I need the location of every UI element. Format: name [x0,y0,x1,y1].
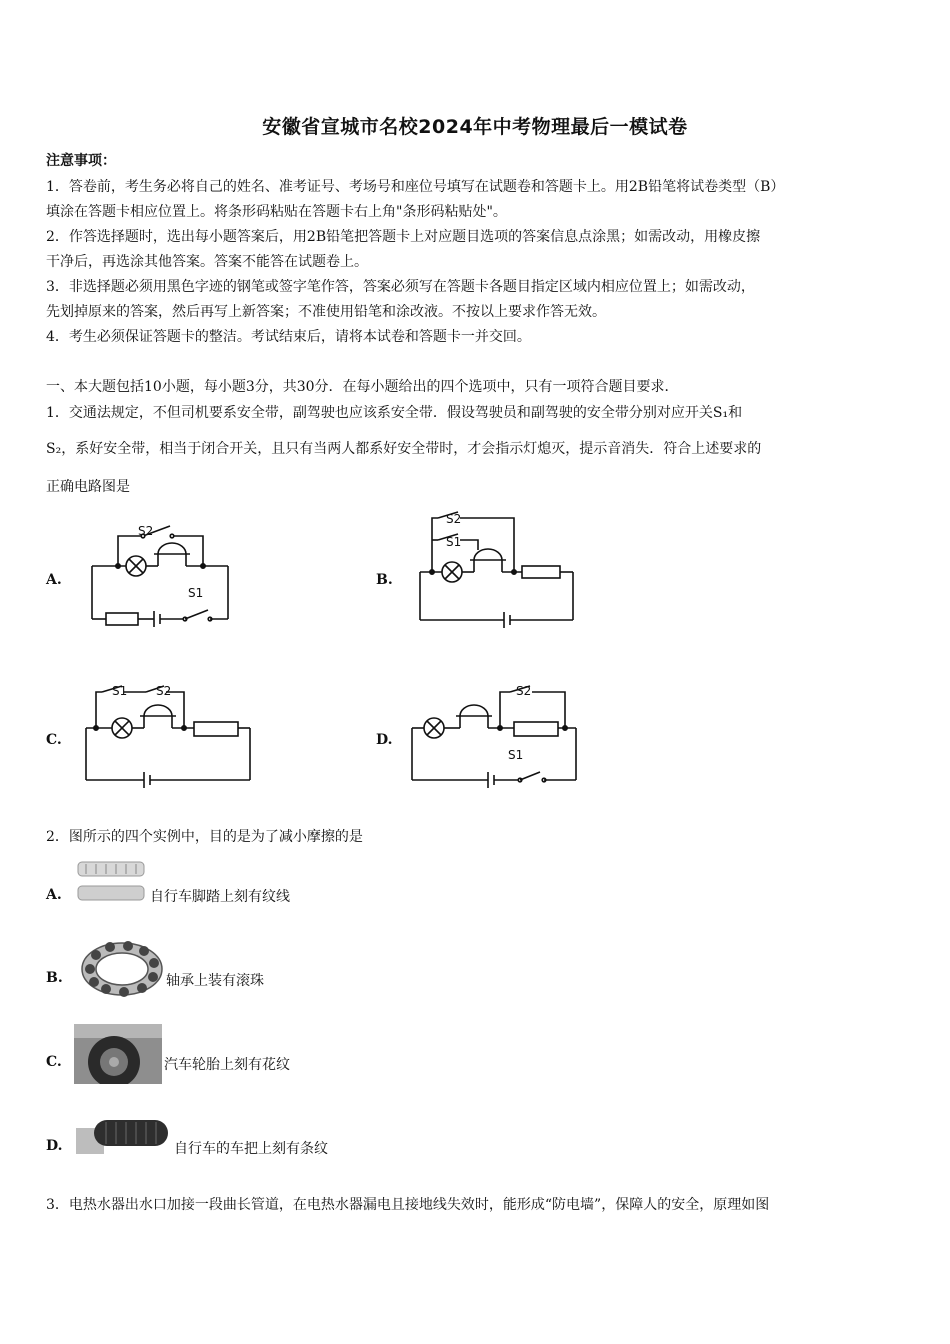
option-label-d: D. [46,1138,63,1154]
option-label-b: B. [376,572,393,588]
option-label-b: B. [46,970,63,986]
switch-label-s2: S2 [156,684,172,698]
notice-line: 4．考生必须保证答题卡的整洁。考试结束后，请将本试卷和答题卡一并交回。 [46,329,531,345]
notice-line: 填涂在答题卡相应位置上。将条形码粘贴在答题卡右上角"条形码粘贴处"。 [46,204,507,220]
circuit-diagram-b [418,510,583,630]
switch-label-s1: S1 [446,535,462,549]
option-label-c: C. [46,732,62,748]
circuit-diagram-d [410,680,580,790]
section-heading: 一、本大题包括10小题，每小题3分，共30分．在每小题给出的四个选项中，只有一项符合题目要求． [46,379,679,395]
question-3-stem: 3．电热水器出水口加接一段曲长管道，在电热水器漏电且接地线失效时，能形成“防电墙”，保障人的安全，原理如图 [46,1197,770,1213]
notice-line: 先划掉原来的答案，然后再写上新答案；不准使用铅笔和涂改液。不按以上要求作答无效。 [46,304,606,320]
notice-line: 2．作答选择题时，选出每小题答案后，用2B铅笔把答题卡上对应题目选项的答案信息点涂黑；如需改动，用橡皮擦 [46,229,761,245]
option-text-a: 自行车脚踏上刻有纹线 [150,889,290,905]
notice-line: 干净后，再选涂其他答案。答案不能答在试题卷上。 [46,254,368,270]
notice-heading: 注意事项： [46,153,116,169]
question-1-line: S₂，系好安全带，相当于闭合开关，且只有当两人都系好安全带时，才会指示灯熄灭，提示音消失．符合上述要求的 [46,441,762,457]
notice-line: 1．答卷前，考生务必将自己的姓名、准考证号、考场号和座位号填写在试题卷和答题卡上。用2B铅笔将试卷类型（B） [46,179,785,195]
question-1-line: 1．交通法规定，不但司机要系安全带，副驾驶也应该系安全带．假设驾驶员和副驾驶的安全带分别对应开关S₁和 [46,405,743,421]
switch-label-s1: S1 [112,684,128,698]
option-text-b: 轴承上装有滚珠 [166,973,264,989]
question-1-line: 正确电路图是 [46,479,130,495]
bicycle-handlebar-image [76,1108,172,1162]
circuit-diagram-c [84,680,259,790]
circuit-diagram-a [88,514,238,634]
bicycle-pedal-image [74,860,148,910]
option-label-a: A. [46,572,62,588]
car-tire-image [74,1024,162,1088]
ball-bearing-image [78,940,166,1002]
switch-label-s2: S2 [446,512,462,526]
switch-label-s2: S2 [516,684,532,698]
option-text-c: 汽车轮胎上刻有花纹 [164,1057,290,1073]
option-label-d: D. [376,732,393,748]
question-2-stem: 2．图所示的四个实例中，目的是为了减小摩擦的是 [46,829,363,845]
option-label-c: C. [46,1054,62,1070]
option-label-a: A. [46,887,62,903]
notice-line: 3．非选择题必须用黑色字迹的钢笔或签字笔作答，答案必须写在答题卡各题目指定区域内相应位置上；如需改动， [46,279,755,295]
option-text-d: 自行车的车把上刻有条纹 [174,1141,328,1157]
page-title: 安徽省宣城市名校2024年中考物理最后一模试卷 [262,116,688,138]
switch-label-s1: S1 [188,586,204,600]
switch-label-s1: S1 [508,748,524,762]
switch-label-s2: S2 [138,524,154,538]
